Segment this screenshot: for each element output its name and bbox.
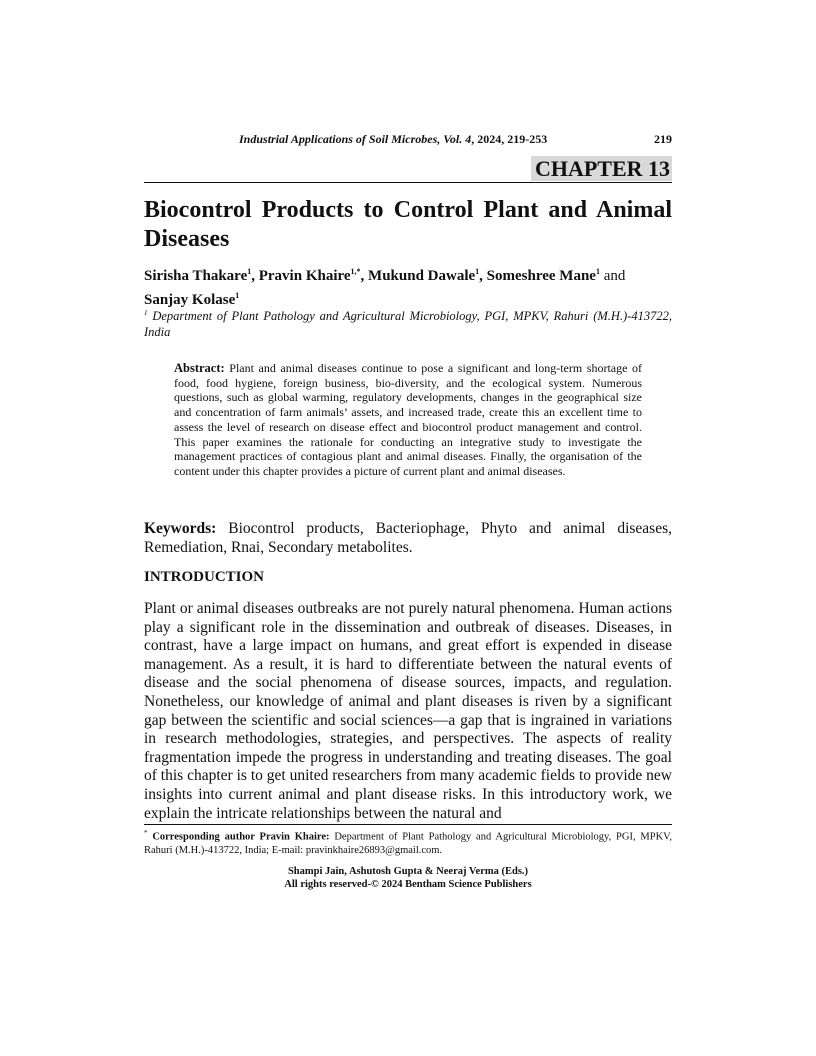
abstract-label: Abstract: [174, 361, 225, 375]
body-paragraph: Plant or animal diseases outbreaks are not purely natural phenomena. Human actions play a significant role in the dissemination and outbreak of diseases. Diseases, in contrast, have a large impact on humans, and great effort is expended in disease management. As a result, it is hard to differentiate between the natural events of disease and the social phenomena of disease sources, impacts, and regulation. Nonetheless, our knowledge of animal and plant diseases is riven by a significant gap between the scientific and social sciences—a gap that is ingrained in variations in research methodologies, strategies, and perspectives. The aspects of reality fragmentation impede the progress in understanding and treating diseases. The goal of this chapter is to get united researchers from many academic fields to provide new insights into current animal and plant disease risks. In this introductory work, we explain the intricate relationships between the natural and [144, 600, 672, 822]
author-name: Sanjay Kolase [144, 292, 236, 308]
author-name: Pravin Khaire [258, 268, 351, 284]
keywords-text: Biocontrol products, Bacteriophage, Phyto and animal diseases, Remediation, Rnai, Secondary metabolites. [144, 520, 672, 556]
author-list: Sirisha Thakare$^1$, Pravin Khaire$^{1,*}$, Mukund Dawale$^1$, Someshree Mane$^1$ and Sanjay Kolase$^1$ [144, 267, 626, 308]
footnote-divider [144, 824, 672, 825]
author-name: Sirisha Thakare [144, 268, 248, 284]
abstract [174, 361, 642, 479]
editors-line: Shampi Jain, Ashutosh Gupta & Neeraj Verma (Eds.) [287, 866, 529, 877]
affiliation-text: Department of Plant Pathology and Agricultural Microbiology, PGI, MPKV, Rahuri (M.H.)-413722, India [144, 309, 672, 340]
author-affiliation-mark: 1 [595, 267, 600, 276]
footnote-label: Corresponding author Pravin Khaire: [152, 831, 330, 843]
publisher-info [144, 865, 672, 891]
section-heading: INTRODUCTION [144, 569, 265, 585]
chapter-label: CHAPTER 13 [531, 156, 672, 181]
running-head [144, 132, 672, 148]
chapter-title: Biocontrol Products to Control Plant and Animal Diseases [144, 197, 672, 252]
footnote [144, 827, 672, 857]
footnote-text: Department of Plant Pathology and Agricultural Microbiology, PGI, MPKV, Rahuri (M.H.)-413722, India; E-mail: pravinkhaire26893@gmail.com. [144, 831, 673, 856]
chapter-divider [144, 182, 672, 183]
author-name: Mukund Dawale [368, 268, 476, 284]
footnote-mark: * [144, 829, 148, 837]
author-affiliation-mark: 1 [475, 267, 480, 276]
keywords [144, 519, 672, 557]
author-affiliation-mark: 1 [235, 291, 240, 300]
page-number: 219 [654, 132, 672, 146]
author-affiliation-mark: 1,* [350, 267, 361, 276]
abstract-text: Plant and animal diseases continue to pose a significant and long-term shortage of food, food hygiene, foreign business, bio-diversity, and the ecological system. Numerous questions, such as global warming, regulatory developments, changes in the geographical size and concentration of farm animals’ assets, and increased trade, create this an excellent time to assess the level of research on disease effect and biocontrol product management and control. This paper examines the rationale for conducting an integrative study to investigate the management practices of contagious plant and animal diseases. Finally, the organisation of the content under this chapter provides a picture of current plant and animal diseases. [174, 361, 642, 478]
rights-line: All rights reserved-© 2024 Bentham Science Publishers [284, 879, 532, 890]
affiliation-mark: 1 [144, 309, 148, 317]
author-conjunction: and [603, 268, 626, 284]
author-name: Someshree Mane [486, 268, 596, 284]
affiliation [144, 305, 672, 340]
journal-citation: Industrial Applications of Soil Microbes, Vol. 4, 2024, 219-253 [239, 132, 548, 146]
author-affiliation-mark: 1 [247, 267, 252, 276]
keywords-label: Keywords: [144, 520, 217, 537]
